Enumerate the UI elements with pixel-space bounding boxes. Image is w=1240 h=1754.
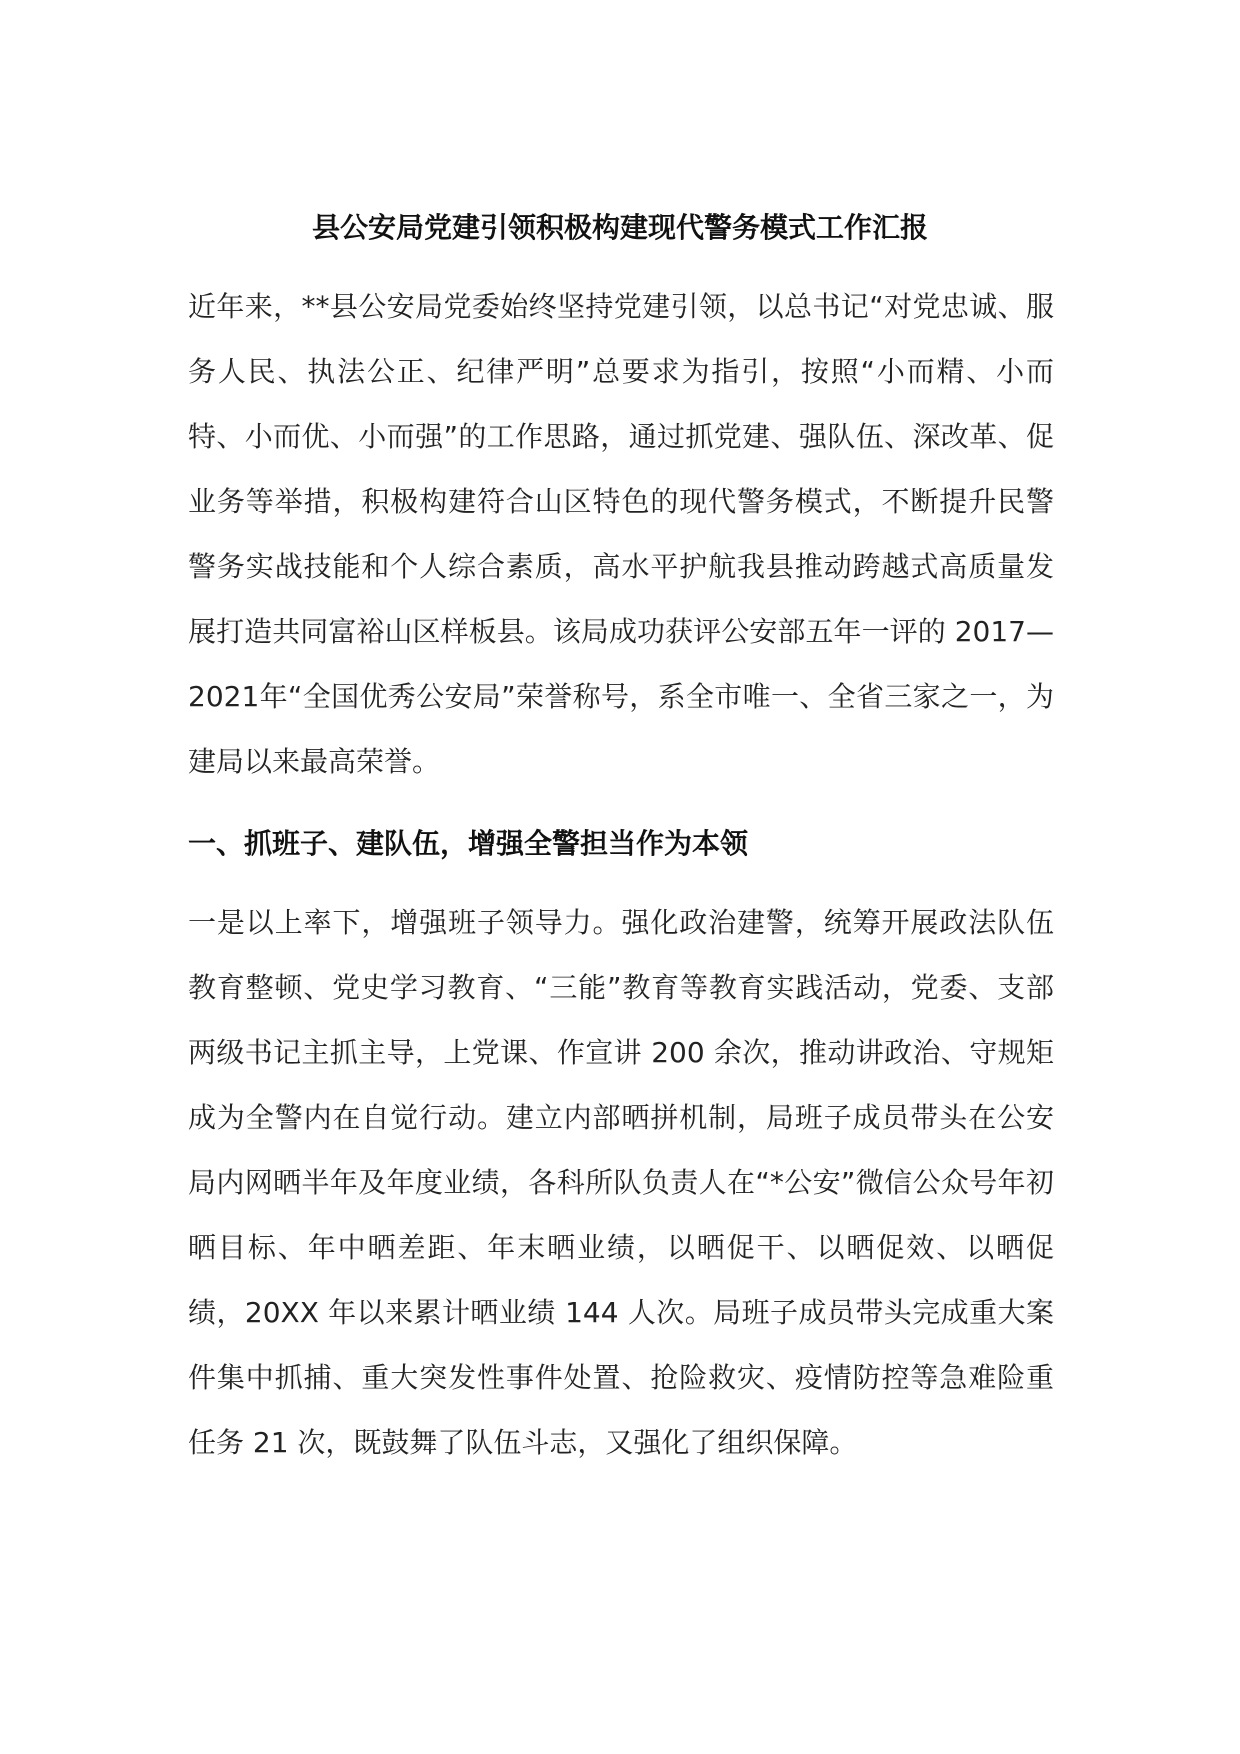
document-title: 县公安局党建引领积极构建现代警务模式工作汇报: [311, 211, 928, 244]
intro-paragraph: 近年来，**县公安局党委始终坚持党建引领，以总书记“对党忠诚、服务人民、执法公正、纪律严明”总要求为指引，按照“小而精、小而特、小而优、小而强”的工作思路，通过抓党建、强队伍、深改革、促业务等举措，积极构建符合山区特色的现代警务模式，不断提升民警警务实战技能和个人综合素质，高水平护航我县推动跨越式高质量发展打造共同富裕山区样板县。该局成功获评公安部五年一评的 2017—2021年“全国优秀公安局”荣誉称号，系全市唯一、全省三家之一，为建局以来最高荣誉。: [188, 290, 1054, 778]
section-1-heading: 一、抓班子、建队伍，增强全警担当作为本领: [188, 827, 749, 860]
section-1-paragraph: 一是以上率下，增强班子领导力。强化政治建警，统筹开展政法队伍教育整顿、党史学习教育、“三能”教育等教育实践活动，党委、支部两级书记主抓主导，上党课、作宣讲 200 余次，推动讲政治、守规矩成为全警内在自觉行动。建立内部晒拼机制，局班子成员带头在公安局内网晒半年及年度业绩，各科所队负责人在“*公安”微信公众号年初晒目标、年中晒差距、年末晒业绩，以晒促干、以晒促效、以晒促绩，20XX 年以来累计晒业绩 144 人次。局班子成员带头完成重大案件集中抓捕、重大突发性事件处置、抢险救灾、疫情防控等急难险重任务 21 次，既鼓舞了队伍斗志，又强化了组织保障。: [188, 906, 1054, 1459]
